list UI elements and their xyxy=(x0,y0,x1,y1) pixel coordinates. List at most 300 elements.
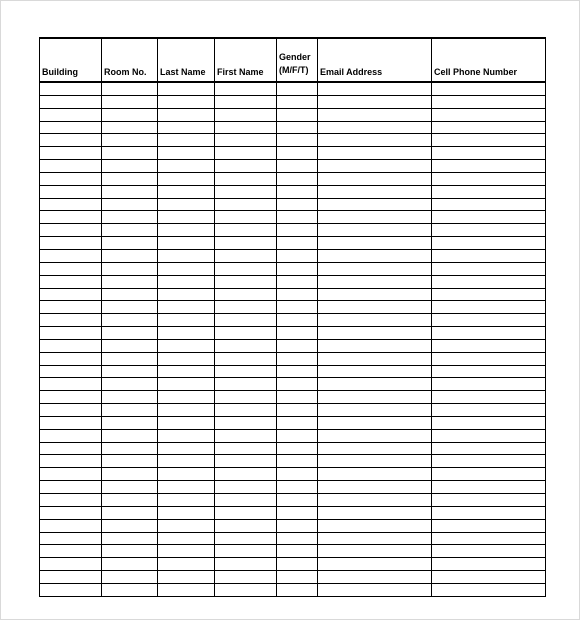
table-cell[interactable] xyxy=(432,558,546,571)
table-cell[interactable] xyxy=(40,249,102,262)
table-cell[interactable] xyxy=(102,147,158,160)
table-cell[interactable] xyxy=(158,352,215,365)
table-cell[interactable] xyxy=(158,237,215,250)
table-cell[interactable] xyxy=(102,532,158,545)
table-cell[interactable] xyxy=(102,571,158,584)
table-cell[interactable] xyxy=(318,262,432,275)
table-cell[interactable] xyxy=(215,95,277,108)
table-row xyxy=(40,442,546,455)
table-cell[interactable] xyxy=(432,301,546,314)
table-cell[interactable] xyxy=(277,108,318,121)
table-cell[interactable] xyxy=(318,558,432,571)
table-cell[interactable] xyxy=(215,314,277,327)
table-cell[interactable] xyxy=(277,95,318,108)
table-cell[interactable] xyxy=(40,275,102,288)
table-cell[interactable] xyxy=(277,481,318,494)
table-cell[interactable] xyxy=(215,455,277,468)
table-cell[interactable] xyxy=(40,121,102,134)
table-cell[interactable] xyxy=(277,378,318,391)
table-cell[interactable] xyxy=(215,160,277,173)
table-cell[interactable] xyxy=(432,172,546,185)
table-cell[interactable] xyxy=(318,82,432,95)
table-cell[interactable] xyxy=(318,455,432,468)
table-cell[interactable] xyxy=(432,224,546,237)
table-cell[interactable] xyxy=(158,532,215,545)
table-cell[interactable] xyxy=(158,494,215,507)
table-cell[interactable] xyxy=(40,365,102,378)
table-cell[interactable] xyxy=(432,571,546,584)
table-cell[interactable] xyxy=(432,211,546,224)
table-cell[interactable] xyxy=(158,416,215,429)
table-cell[interactable] xyxy=(318,506,432,519)
table-cell[interactable] xyxy=(158,442,215,455)
table-cell[interactable] xyxy=(318,224,432,237)
table-cell[interactable] xyxy=(215,378,277,391)
table-cell[interactable] xyxy=(432,314,546,327)
table-cell[interactable] xyxy=(432,134,546,147)
table-cell[interactable] xyxy=(158,404,215,417)
column-header-gender xyxy=(277,38,318,82)
table-cell[interactable] xyxy=(432,121,546,134)
table-cell[interactable] xyxy=(277,82,318,95)
table-cell[interactable] xyxy=(40,416,102,429)
table-cell[interactable] xyxy=(102,121,158,134)
table-cell[interactable] xyxy=(318,249,432,262)
table-cell[interactable] xyxy=(432,82,546,95)
table-cell[interactable] xyxy=(215,82,277,95)
table-cell[interactable] xyxy=(277,416,318,429)
table-cell[interactable] xyxy=(277,429,318,442)
table-cell[interactable] xyxy=(215,571,277,584)
roster-table xyxy=(39,37,546,597)
table-cell[interactable] xyxy=(215,583,277,596)
table-cell[interactable] xyxy=(215,416,277,429)
table-row xyxy=(40,211,546,224)
table-cell[interactable] xyxy=(40,198,102,211)
table-cell[interactable] xyxy=(215,558,277,571)
table-cell[interactable] xyxy=(102,558,158,571)
table-cell[interactable] xyxy=(40,455,102,468)
table-cell[interactable] xyxy=(40,224,102,237)
table-cell[interactable] xyxy=(102,404,158,417)
table-cell[interactable] xyxy=(158,147,215,160)
table-cell[interactable] xyxy=(40,211,102,224)
table-cell[interactable] xyxy=(277,185,318,198)
table-cell[interactable] xyxy=(102,160,158,173)
table-cell[interactable] xyxy=(277,365,318,378)
table-cell[interactable] xyxy=(102,365,158,378)
table-cell[interactable] xyxy=(215,391,277,404)
table-cell[interactable] xyxy=(158,301,215,314)
table-cell[interactable] xyxy=(40,262,102,275)
table-cell[interactable] xyxy=(102,211,158,224)
table-cell[interactable] xyxy=(277,288,318,301)
table-cell[interactable] xyxy=(158,262,215,275)
table-cell[interactable] xyxy=(432,481,546,494)
table-cell[interactable] xyxy=(277,237,318,250)
table-cell[interactable] xyxy=(215,237,277,250)
table-cell[interactable] xyxy=(102,455,158,468)
table-cell[interactable] xyxy=(277,224,318,237)
table-cell[interactable] xyxy=(318,391,432,404)
table-cell[interactable] xyxy=(215,352,277,365)
table-cell[interactable] xyxy=(102,583,158,596)
table-cell[interactable] xyxy=(158,95,215,108)
table-row xyxy=(40,224,546,237)
table-cell[interactable] xyxy=(318,211,432,224)
table-cell[interactable] xyxy=(215,327,277,340)
table-cell[interactable] xyxy=(277,172,318,185)
table-cell[interactable] xyxy=(102,481,158,494)
table-cell[interactable] xyxy=(102,429,158,442)
table-cell[interactable] xyxy=(318,481,432,494)
table-cell[interactable] xyxy=(318,172,432,185)
table-cell[interactable] xyxy=(277,558,318,571)
table-cell[interactable] xyxy=(318,352,432,365)
table-cell[interactable] xyxy=(40,519,102,532)
table-row xyxy=(40,532,546,545)
table-cell[interactable] xyxy=(432,108,546,121)
table-cell[interactable] xyxy=(158,327,215,340)
table-cell[interactable] xyxy=(318,416,432,429)
table-cell[interactable] xyxy=(40,160,102,173)
table-cell[interactable] xyxy=(432,249,546,262)
table-cell[interactable] xyxy=(102,185,158,198)
table-cell[interactable] xyxy=(318,494,432,507)
table-cell[interactable] xyxy=(432,442,546,455)
table-cell[interactable] xyxy=(318,160,432,173)
table-cell[interactable] xyxy=(102,82,158,95)
header-row xyxy=(40,38,546,82)
table-cell[interactable] xyxy=(432,262,546,275)
column-header-label: Building xyxy=(42,67,78,77)
table-cell[interactable] xyxy=(318,108,432,121)
table-cell[interactable] xyxy=(40,429,102,442)
table-cell[interactable] xyxy=(215,301,277,314)
table-cell[interactable] xyxy=(277,391,318,404)
table-cell[interactable] xyxy=(215,442,277,455)
table-cell[interactable] xyxy=(102,237,158,250)
table-cell[interactable] xyxy=(277,506,318,519)
table-cell[interactable] xyxy=(432,147,546,160)
table-cell[interactable] xyxy=(40,545,102,558)
table-cell[interactable] xyxy=(318,339,432,352)
table-cell[interactable] xyxy=(215,249,277,262)
table-cell[interactable] xyxy=(318,583,432,596)
table-cell[interactable] xyxy=(102,327,158,340)
table-cell[interactable] xyxy=(40,481,102,494)
table-cell[interactable] xyxy=(318,134,432,147)
table-cell[interactable] xyxy=(102,506,158,519)
table-cell[interactable] xyxy=(318,442,432,455)
table-cell[interactable] xyxy=(102,314,158,327)
table-cell[interactable] xyxy=(318,404,432,417)
table-cell[interactable] xyxy=(215,108,277,121)
table-cell[interactable] xyxy=(215,545,277,558)
table-cell[interactable] xyxy=(102,442,158,455)
table-row xyxy=(40,275,546,288)
table-cell[interactable] xyxy=(158,108,215,121)
table-row xyxy=(40,352,546,365)
table-cell[interactable] xyxy=(215,429,277,442)
table-cell[interactable] xyxy=(277,211,318,224)
table-cell[interactable] xyxy=(432,339,546,352)
table-cell[interactable] xyxy=(158,249,215,262)
table-cell[interactable] xyxy=(277,160,318,173)
table-cell[interactable] xyxy=(277,532,318,545)
table-cell[interactable] xyxy=(318,314,432,327)
table-cell[interactable] xyxy=(40,327,102,340)
table-cell[interactable] xyxy=(102,519,158,532)
table-cell[interactable] xyxy=(318,288,432,301)
table-cell[interactable] xyxy=(318,237,432,250)
table-cell[interactable] xyxy=(277,442,318,455)
table-cell[interactable] xyxy=(432,468,546,481)
table-cell[interactable] xyxy=(318,301,432,314)
table-cell[interactable] xyxy=(215,506,277,519)
table-cell[interactable] xyxy=(102,494,158,507)
table-cell[interactable] xyxy=(318,378,432,391)
table-row xyxy=(40,339,546,352)
table-cell[interactable] xyxy=(158,288,215,301)
table-cell[interactable] xyxy=(318,468,432,481)
table-cell[interactable] xyxy=(158,506,215,519)
table-cell[interactable] xyxy=(277,545,318,558)
table-cell[interactable] xyxy=(318,532,432,545)
table-cell[interactable] xyxy=(158,339,215,352)
table-cell[interactable] xyxy=(158,391,215,404)
table-cell[interactable] xyxy=(40,237,102,250)
table-cell[interactable] xyxy=(277,147,318,160)
table-cell[interactable] xyxy=(432,352,546,365)
table-cell[interactable] xyxy=(102,288,158,301)
table-cell[interactable] xyxy=(277,468,318,481)
table-cell[interactable] xyxy=(158,160,215,173)
table-cell[interactable] xyxy=(277,314,318,327)
table-cell[interactable] xyxy=(432,95,546,108)
table-cell[interactable] xyxy=(40,506,102,519)
table-cell[interactable] xyxy=(40,404,102,417)
table-cell[interactable] xyxy=(40,301,102,314)
table-cell[interactable] xyxy=(277,494,318,507)
table-cell[interactable] xyxy=(102,95,158,108)
table-cell[interactable] xyxy=(102,108,158,121)
table-cell[interactable] xyxy=(318,198,432,211)
table-cell[interactable] xyxy=(40,185,102,198)
table-cell[interactable] xyxy=(102,301,158,314)
table-cell[interactable] xyxy=(277,583,318,596)
table-cell[interactable] xyxy=(318,275,432,288)
table-cell[interactable] xyxy=(215,519,277,532)
table-cell[interactable] xyxy=(215,494,277,507)
table-cell[interactable] xyxy=(158,211,215,224)
table-cell[interactable] xyxy=(215,211,277,224)
table-cell[interactable] xyxy=(318,545,432,558)
table-row xyxy=(40,172,546,185)
table-cell[interactable] xyxy=(102,262,158,275)
table-cell[interactable] xyxy=(277,352,318,365)
table-cell[interactable] xyxy=(215,262,277,275)
table-cell[interactable] xyxy=(158,583,215,596)
table-cell[interactable] xyxy=(158,545,215,558)
table-cell[interactable] xyxy=(318,121,432,134)
table-cell[interactable] xyxy=(432,416,546,429)
table-cell[interactable] xyxy=(158,519,215,532)
table-cell[interactable] xyxy=(158,134,215,147)
table-cell[interactable] xyxy=(158,481,215,494)
table-cell[interactable] xyxy=(102,416,158,429)
table-cell[interactable] xyxy=(432,185,546,198)
table-cell[interactable] xyxy=(432,378,546,391)
table-cell[interactable] xyxy=(102,198,158,211)
table-cell[interactable] xyxy=(277,249,318,262)
table-cell[interactable] xyxy=(318,327,432,340)
table-cell[interactable] xyxy=(432,532,546,545)
table-cell[interactable] xyxy=(215,532,277,545)
table-cell[interactable] xyxy=(432,237,546,250)
table-cell[interactable] xyxy=(318,519,432,532)
table-cell[interactable] xyxy=(158,121,215,134)
table-cell[interactable] xyxy=(277,275,318,288)
table-cell[interactable] xyxy=(277,198,318,211)
table-cell[interactable] xyxy=(432,365,546,378)
table-cell[interactable] xyxy=(158,82,215,95)
table-cell[interactable] xyxy=(40,494,102,507)
table-row xyxy=(40,262,546,275)
table-cell[interactable] xyxy=(215,365,277,378)
table-cell[interactable] xyxy=(40,95,102,108)
table-cell[interactable] xyxy=(40,558,102,571)
table-cell[interactable] xyxy=(158,455,215,468)
table-cell[interactable] xyxy=(215,275,277,288)
table-cell[interactable] xyxy=(102,172,158,185)
table-cell[interactable] xyxy=(215,134,277,147)
table-cell[interactable] xyxy=(158,314,215,327)
table-cell[interactable] xyxy=(318,571,432,584)
table-cell[interactable] xyxy=(432,391,546,404)
table-cell[interactable] xyxy=(432,288,546,301)
table-cell[interactable] xyxy=(215,468,277,481)
table-cell[interactable] xyxy=(277,121,318,134)
table-cell[interactable] xyxy=(277,134,318,147)
table-cell[interactable] xyxy=(40,442,102,455)
table-cell[interactable] xyxy=(102,468,158,481)
table-cell[interactable] xyxy=(277,519,318,532)
table-cell[interactable] xyxy=(102,352,158,365)
table-cell[interactable] xyxy=(215,224,277,237)
table-row xyxy=(40,468,546,481)
table-row xyxy=(40,160,546,173)
table-cell[interactable] xyxy=(432,198,546,211)
column-header-last-name xyxy=(158,38,215,82)
table-cell[interactable] xyxy=(102,275,158,288)
table-cell[interactable] xyxy=(318,185,432,198)
table-cell[interactable] xyxy=(318,429,432,442)
table-cell[interactable] xyxy=(158,468,215,481)
table-cell[interactable] xyxy=(277,262,318,275)
table-cell[interactable] xyxy=(215,172,277,185)
table-cell[interactable] xyxy=(277,301,318,314)
table-cell[interactable] xyxy=(40,339,102,352)
table-cell[interactable] xyxy=(158,275,215,288)
table-cell[interactable] xyxy=(158,198,215,211)
table-cell[interactable] xyxy=(158,185,215,198)
table-cell[interactable] xyxy=(432,404,546,417)
table-row xyxy=(40,249,546,262)
table-cell[interactable] xyxy=(40,391,102,404)
table-cell[interactable] xyxy=(432,519,546,532)
table-cell[interactable] xyxy=(432,429,546,442)
table-cell[interactable] xyxy=(277,404,318,417)
table-cell[interactable] xyxy=(158,224,215,237)
table-cell[interactable] xyxy=(215,198,277,211)
table-cell[interactable] xyxy=(40,288,102,301)
table-cell[interactable] xyxy=(102,391,158,404)
table-cell[interactable] xyxy=(40,583,102,596)
table-cell[interactable] xyxy=(215,185,277,198)
table-cell[interactable] xyxy=(102,249,158,262)
table-cell[interactable] xyxy=(158,558,215,571)
table-cell[interactable] xyxy=(40,82,102,95)
table-cell[interactable] xyxy=(158,172,215,185)
table-cell[interactable] xyxy=(40,172,102,185)
table-cell[interactable] xyxy=(40,134,102,147)
table-cell[interactable] xyxy=(277,455,318,468)
table-cell[interactable] xyxy=(158,429,215,442)
table-cell[interactable] xyxy=(102,378,158,391)
table-cell[interactable] xyxy=(432,160,546,173)
table-cell[interactable] xyxy=(432,583,546,596)
table-cell[interactable] xyxy=(40,314,102,327)
table-cell[interactable] xyxy=(40,468,102,481)
table-cell[interactable] xyxy=(432,506,546,519)
table-cell[interactable] xyxy=(40,532,102,545)
table-cell[interactable] xyxy=(102,134,158,147)
column-header-email-address xyxy=(318,38,432,82)
table-cell[interactable] xyxy=(102,224,158,237)
table-cell[interactable] xyxy=(40,571,102,584)
table-cell[interactable] xyxy=(432,545,546,558)
table-cell[interactable] xyxy=(215,147,277,160)
table-cell[interactable] xyxy=(40,108,102,121)
table-cell[interactable] xyxy=(432,275,546,288)
table-cell[interactable] xyxy=(318,147,432,160)
table-row xyxy=(40,558,546,571)
table-cell[interactable] xyxy=(277,327,318,340)
table-cell[interactable] xyxy=(40,352,102,365)
table-cell[interactable] xyxy=(318,365,432,378)
table-cell[interactable] xyxy=(432,494,546,507)
table-cell[interactable] xyxy=(432,455,546,468)
table-cell[interactable] xyxy=(215,288,277,301)
column-header-label: (M/F/T) xyxy=(279,65,309,75)
table-cell[interactable] xyxy=(432,327,546,340)
table-cell[interactable] xyxy=(158,378,215,391)
table-cell[interactable] xyxy=(215,121,277,134)
table-cell[interactable] xyxy=(40,378,102,391)
table-cell[interactable] xyxy=(215,481,277,494)
table-cell[interactable] xyxy=(102,339,158,352)
table-cell[interactable] xyxy=(158,365,215,378)
table-cell[interactable] xyxy=(40,147,102,160)
table-cell[interactable] xyxy=(102,545,158,558)
table-cell[interactable] xyxy=(318,95,432,108)
table-cell[interactable] xyxy=(158,571,215,584)
table-cell[interactable] xyxy=(215,339,277,352)
table-cell[interactable] xyxy=(277,571,318,584)
table-cell[interactable] xyxy=(215,404,277,417)
table-cell[interactable] xyxy=(277,339,318,352)
